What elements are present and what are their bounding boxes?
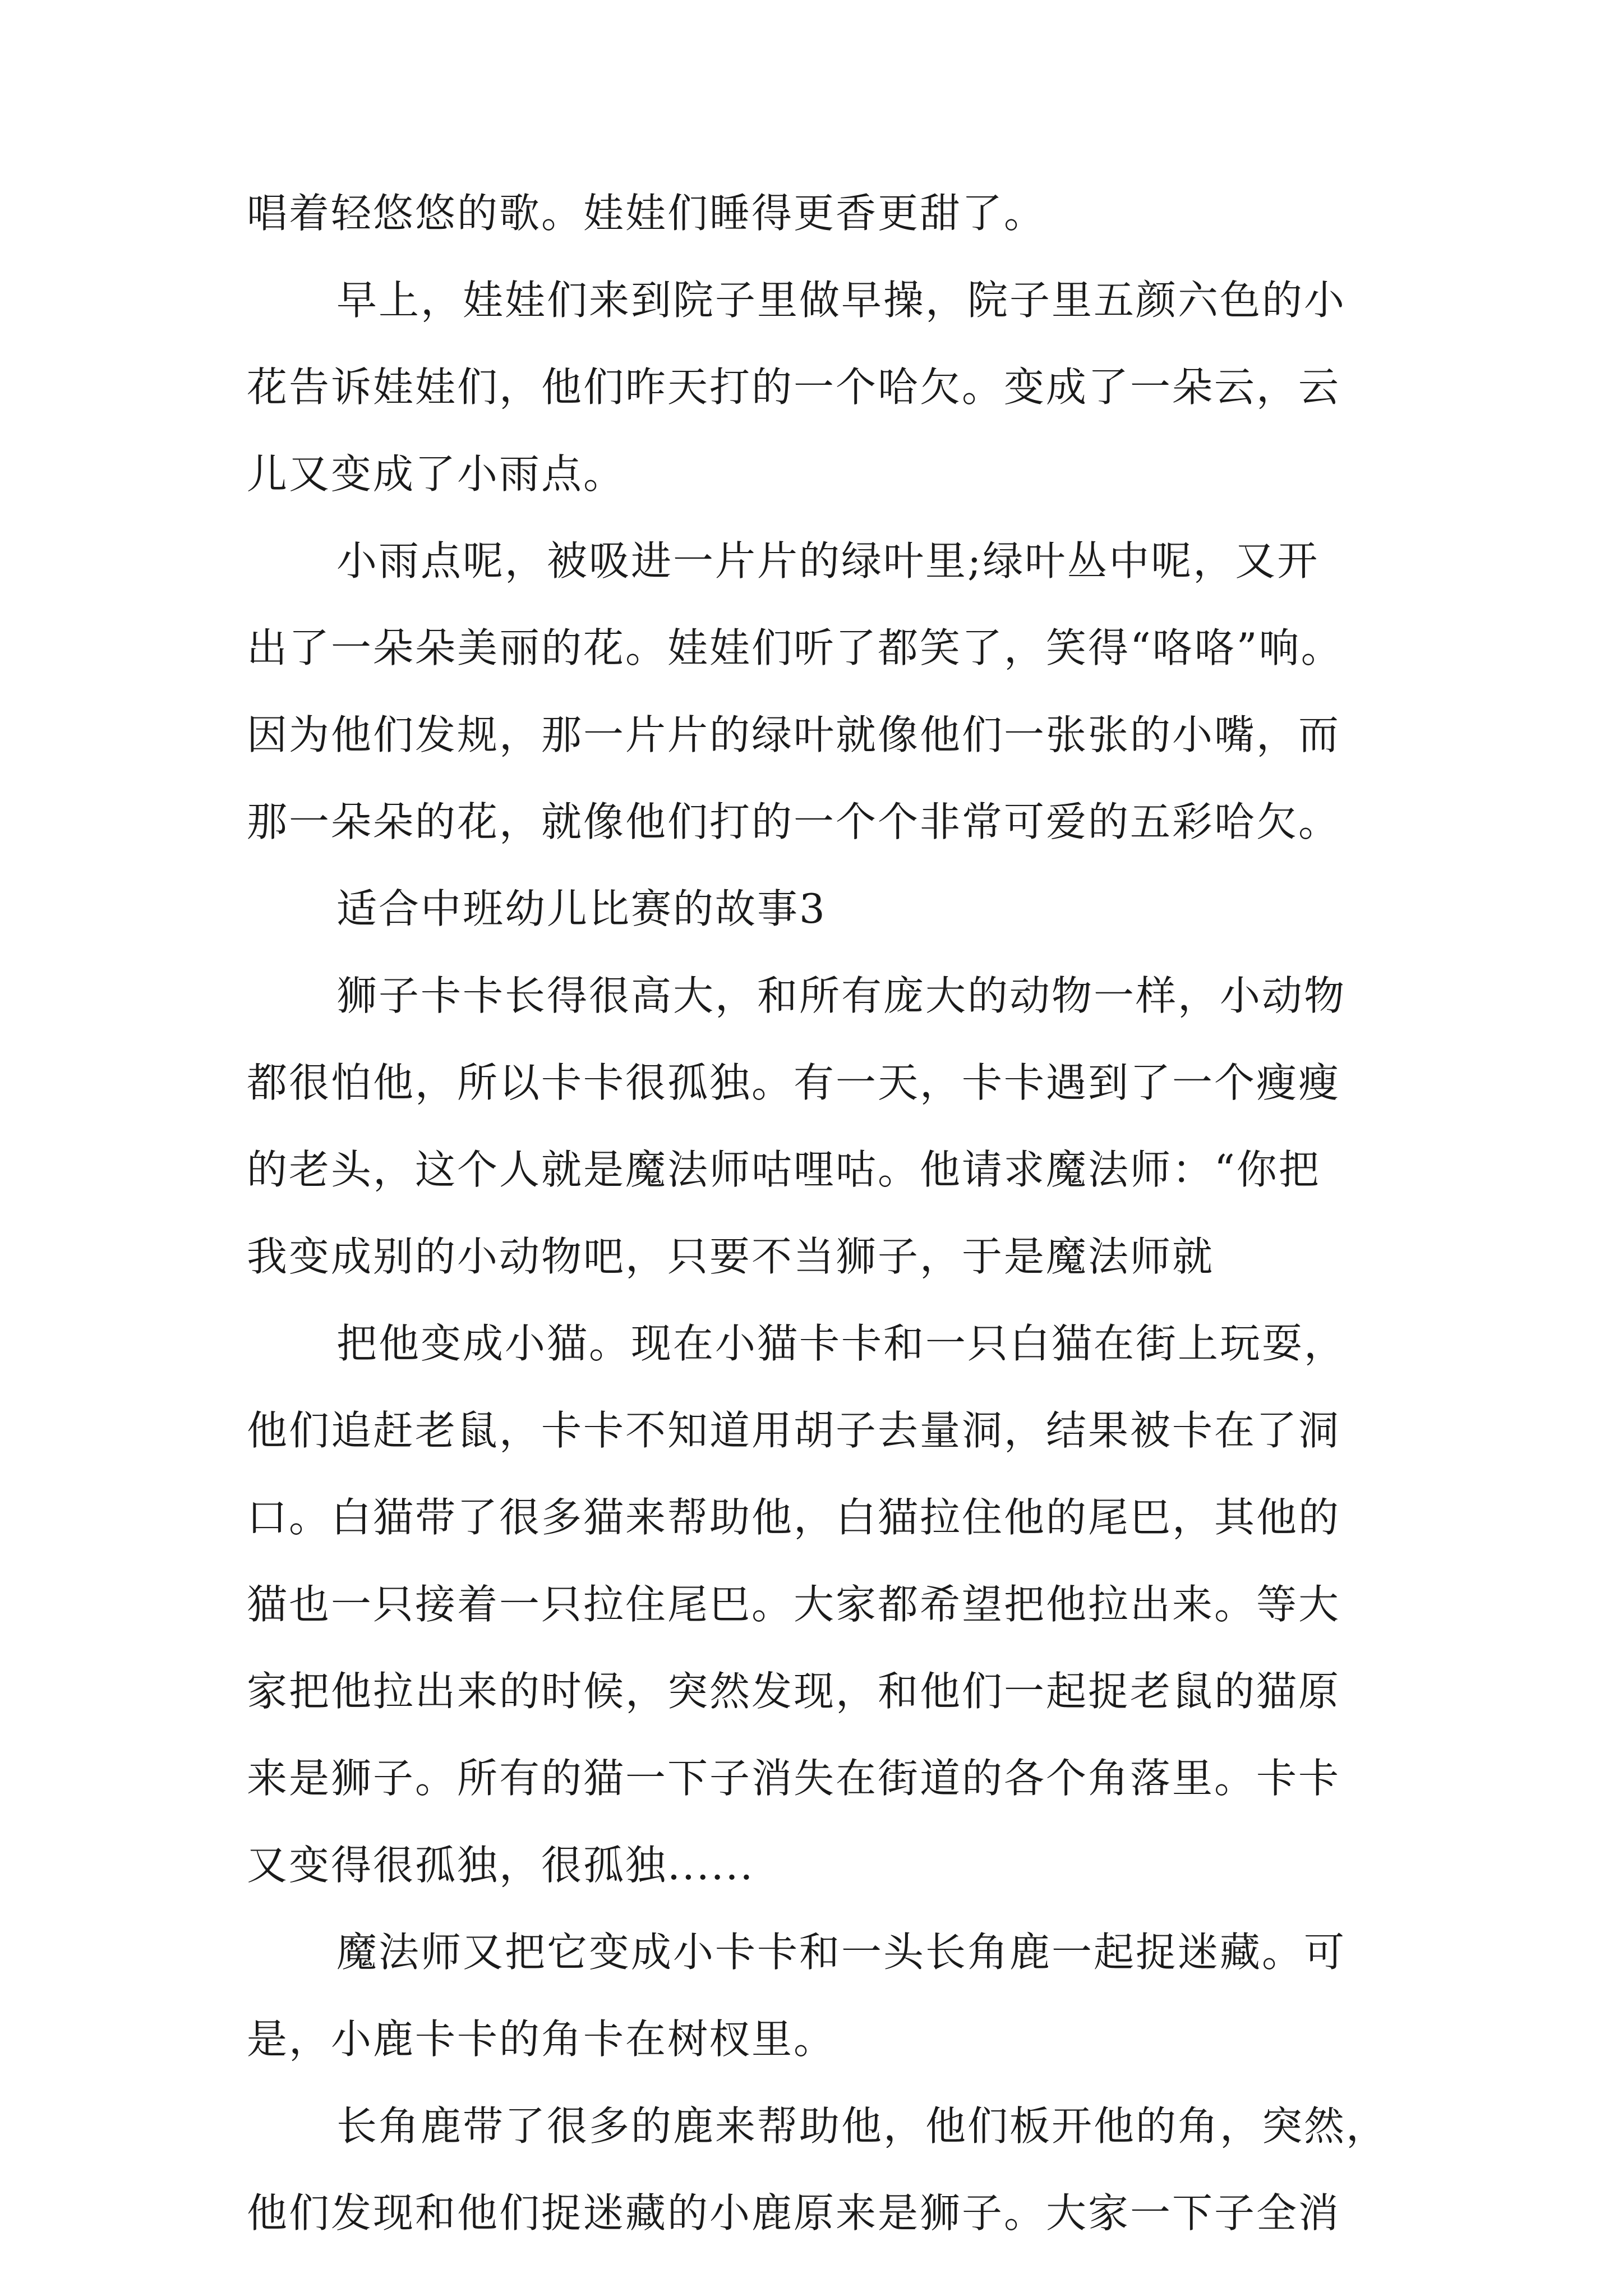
text-line-1: 唱着轻悠悠的歌。娃娃们睡得更香更甜了。 [247,190,1046,237]
text-line-13: 我变成别的小动物吧，只要不当狮子，于是魔法师就 [247,1233,1215,1280]
text-line-11: 都很怕他，所以卡卡很孤独。有一天，卡卡遇到了一个瘦瘦 [247,1059,1341,1106]
text-line-5: 小雨点呢，被吸进一片片的绿叶里;绿叶丛中呢，又开 [336,537,1320,585]
text-line-4: 儿又变成了小雨点。 [247,450,626,498]
text-line-10: 狮子卡卡长得很高大，和所有庞大的动物一样，小动物 [336,972,1347,1019]
text-line-12: 的老头，这个人就是魔法师咕哩咕。他请求魔法师：“你把 [247,1146,1321,1193]
text-line-14: 把他变成小猫。现在小猫卡卡和一只白猫在街上玩耍， [336,1320,1347,1367]
text-line-24: 他们发现和他们捉迷藏的小鹿原来是狮子。大家一下子全消 [247,2189,1341,2237]
text-line-19: 来是狮子。所有的猫一下子消失在街道的各个角落里。卡卡 [247,1755,1341,1802]
section-heading: 适合中班幼儿比赛的故事3 [336,885,827,932]
text-line-2: 早上，娃娃们来到院子里做早操，院子里五颜六色的小 [336,277,1347,324]
text-line-3: 花告诉娃娃们，他们昨天打的一个哈欠。变成了一朵云，云 [247,364,1341,411]
text-line-15: 他们追赶老鼠，卡卡不知道用胡子去量洞，结果被卡在了洞 [247,1407,1341,1454]
text-line-21: 魔法师又把它变成小卡卡和一头长角鹿一起捉迷藏。可 [336,1929,1347,1976]
text-line-16: 口。白猫带了很多猫来帮助他，白猫拉住他的尾巴，其他的 [247,1494,1341,1541]
text-line-22: 是，小鹿卡卡的角卡在树杈里。 [247,2016,836,2063]
text-line-17: 猫也一只接着一只拉住尾巴。大家都希望把他拉出来。等大 [247,1581,1341,1628]
text-line-18: 家把他拉出来的时候，突然发现，和他们一起捉老鼠的猫原 [247,1668,1341,1715]
text-line-20: 又变得很孤独，很孤独...... [247,1842,755,1889]
text-line-23: 长角鹿带了很多的鹿来帮助他，他们板开他的角，突然， [336,2102,1389,2150]
text-line-7: 因为他们发规，那一片片的绿叶就像他们一张张的小嘴，而 [247,711,1341,758]
text-line-6: 出了一朵朵美丽的花。娃娃们听了都笑了，笑得“咯咯”响。 [247,624,1343,671]
text-line-8: 那一朵朵的花，就像他们打的一个个非常可爱的五彩哈欠。 [247,798,1341,845]
